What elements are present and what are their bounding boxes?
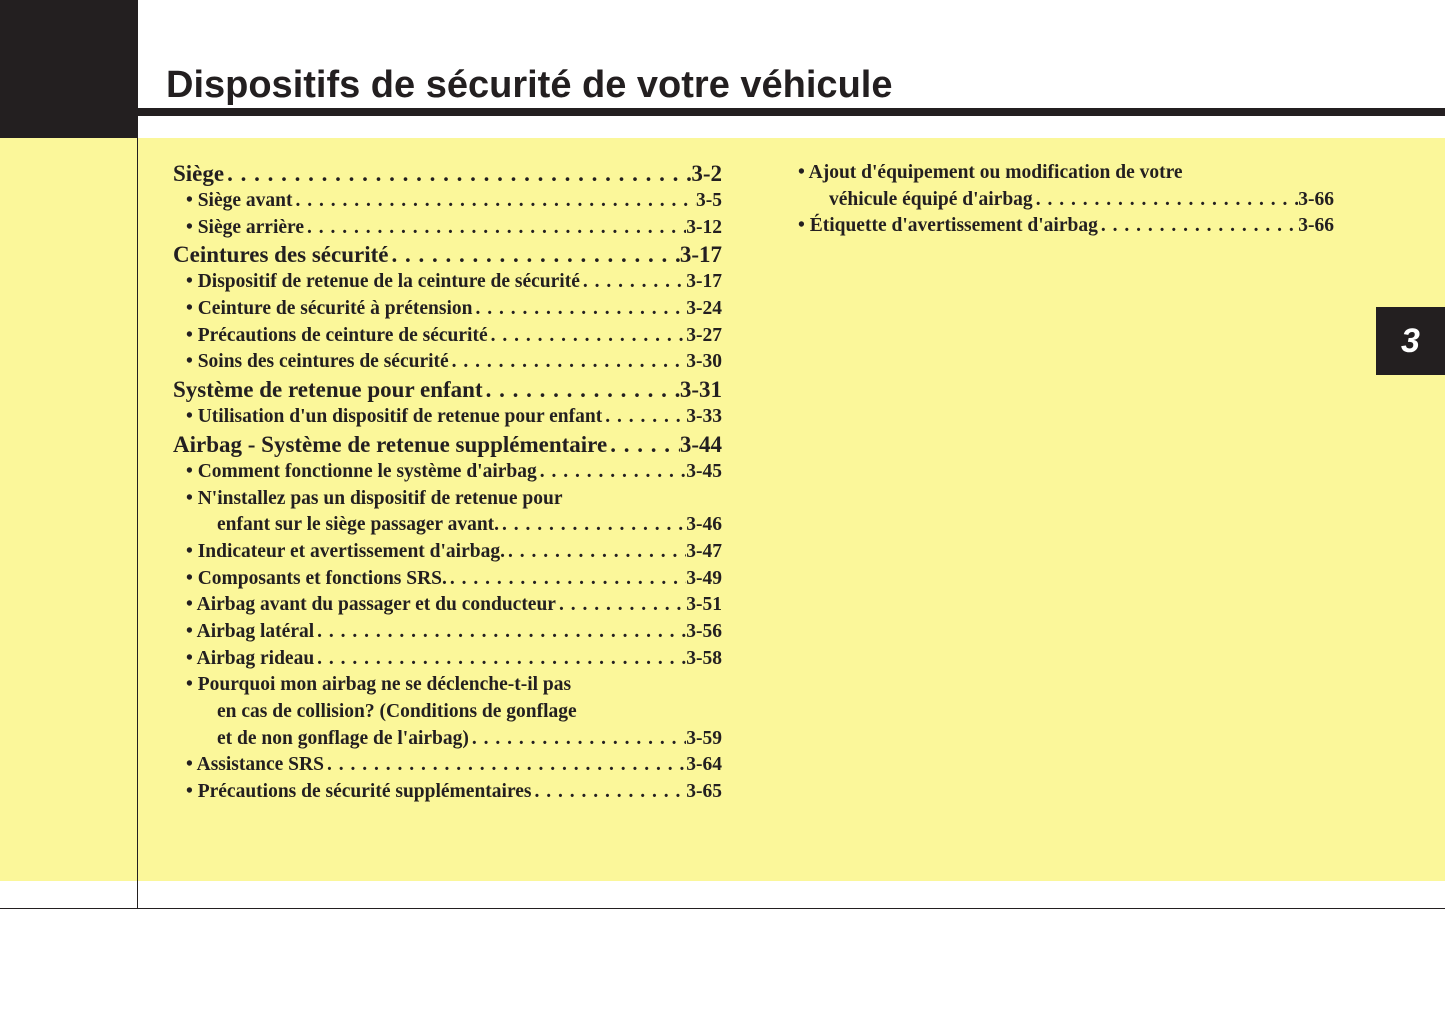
toc-page: 3-24	[686, 298, 722, 320]
toc-page: 3-45	[686, 460, 722, 482]
toc-page: 3-47	[686, 540, 722, 562]
toc-page: 3-59	[686, 727, 722, 749]
toc-label: • Comment fonctionne le système d'airbag	[186, 460, 537, 482]
toc-item-pourquoi-airbag[interactable]	[173, 672, 722, 699]
toc-item-siege-arriere[interactable]	[173, 215, 722, 242]
chapter-tab[interactable]: 3	[1376, 307, 1445, 375]
toc-page: 3-58	[686, 647, 722, 669]
toc-leader	[1033, 187, 1299, 214]
toc-page: 3-49	[686, 567, 722, 589]
toc-page: 3-46	[686, 514, 722, 536]
title-rule	[138, 108, 1445, 116]
toc-leader	[607, 431, 680, 459]
toc-label: • Airbag rideau	[186, 647, 315, 669]
toc-page: 3-12	[686, 216, 722, 238]
toc-item-soins-ceintures[interactable]	[173, 349, 722, 376]
toc-label: • Airbag avant du passager et du conducteur	[186, 594, 556, 616]
toc-label: Système de retenue pour enfant	[173, 377, 483, 403]
toc-label: • Ajout d'équipement ou modification de votre	[798, 162, 1183, 183]
toc-left-column	[173, 160, 722, 806]
toc-label: • Siège avant	[186, 190, 293, 211]
toc-section-siege[interactable]	[173, 160, 722, 188]
toc-label: • Précautions de sécurité supplémentaires	[186, 781, 532, 803]
toc-leader	[324, 752, 686, 779]
bottom-rule	[0, 908, 1445, 909]
toc-page: 3-31	[679, 377, 722, 403]
toc-label: • Airbag latéral	[186, 620, 315, 642]
toc-item-siege-avant[interactable]	[173, 188, 722, 215]
page-title: Dispositifs de sécurité de votre véhicule	[166, 64, 893, 106]
toc-leader	[304, 215, 686, 242]
toc-item-precautions-ceinture[interactable]	[173, 323, 722, 350]
toc-page: 3-17	[679, 242, 722, 268]
toc-item-pourquoi-airbag-cont2[interactable]	[173, 726, 722, 753]
toc-page: 3-66	[1298, 188, 1334, 210]
toc-item-ninstallez-pas[interactable]	[173, 486, 722, 513]
toc-label: • Étiquette d'avertissement d'airbag	[798, 215, 1098, 237]
toc-item-fonctionnement-airbag[interactable]	[173, 459, 722, 486]
toc-section-airbag[interactable]	[173, 431, 722, 459]
toc-section-ceintures[interactable]	[173, 241, 722, 269]
toc-item-airbag-avant[interactable]	[173, 592, 722, 619]
toc-leader	[469, 726, 686, 753]
toc-leader	[532, 779, 687, 806]
toc-page: 3-17	[686, 271, 722, 293]
toc-item-assistance-srs[interactable]	[173, 752, 722, 779]
toc-label: • N'installez pas un dispositif de retenue pour	[186, 487, 563, 509]
toc-label: et de non gonflage de l'airbag)	[217, 727, 469, 749]
toc-leader	[499, 512, 686, 539]
toc-leader	[449, 349, 687, 376]
toc-page: 3-56	[686, 620, 722, 642]
toc-leader	[314, 646, 686, 673]
toc-item-pretension[interactable]	[173, 296, 722, 323]
toc-leader	[505, 539, 686, 566]
toc-item-airbag-rideau[interactable]	[173, 646, 722, 673]
toc-leader	[488, 323, 687, 350]
toc-item-composants-srs[interactable]	[173, 566, 722, 593]
toc-item-ajout-equipement-cont[interactable]	[798, 187, 1334, 214]
toc-page: 3-5	[696, 190, 722, 211]
toc-label: véhicule équipé d'airbag	[829, 188, 1033, 210]
corner-black-tab	[0, 0, 138, 138]
toc-leader	[388, 241, 679, 269]
toc-label: • Indicateur et avertissement d'airbag.	[186, 540, 505, 562]
toc-leader	[472, 296, 686, 323]
toc-item-utilisation-retenue[interactable]	[173, 404, 722, 431]
toc-label: • Précautions de ceinture de sécurité	[186, 324, 488, 346]
toc-leader	[1098, 213, 1298, 240]
toc-label: • Composants et fonctions SRS.	[186, 567, 447, 589]
toc-label: • Pourquoi mon airbag ne se déclenche-t-il pas	[186, 674, 572, 696]
toc-leader	[447, 566, 686, 593]
toc-label: en cas de collision? (Conditions de gonflage	[217, 701, 577, 722]
toc-item-airbag-lateral[interactable]	[173, 619, 722, 646]
toc-label: • Siège arrière	[186, 216, 304, 238]
toc-page: 3-2	[691, 161, 722, 186]
toc-label: • Soins des ceintures de sécurité	[186, 351, 449, 373]
toc-leader	[602, 404, 686, 431]
toc-item-etiquette-airbag[interactable]	[798, 213, 1334, 240]
toc-leader	[483, 376, 680, 404]
toc-item-ninstallez-pas-cont[interactable]	[173, 512, 722, 539]
toc-item-indicateur-airbag[interactable]	[173, 539, 722, 566]
toc-leader	[314, 619, 686, 646]
toc-leader	[580, 269, 686, 296]
toc-page: 3-51	[686, 594, 722, 616]
toc-label: enfant sur le siège passager avant.	[217, 514, 500, 536]
toc-page: 3-27	[686, 324, 722, 346]
toc-leader	[556, 592, 686, 619]
toc-label: Airbag - Système de retenue supplémentaire	[173, 431, 608, 457]
toc-leader	[293, 188, 697, 215]
toc-item-ajout-equipement[interactable]	[798, 160, 1334, 187]
toc-page: 3-30	[686, 351, 722, 373]
toc-item-precautions-supplementaires[interactable]	[173, 779, 722, 806]
toc-label: Ceintures des sécurité	[173, 242, 389, 268]
toc-leader	[224, 160, 691, 188]
toc-label: • Assistance SRS	[186, 754, 324, 776]
left-margin-line	[137, 138, 138, 909]
toc-right-column	[798, 160, 1334, 240]
toc-page: 3-64	[686, 754, 722, 776]
toc-page: 3-65	[686, 781, 722, 803]
toc-item-pourquoi-airbag-cont1[interactable]	[173, 699, 722, 726]
toc-label: • Utilisation d'un dispositif de retenue pour enfant	[186, 406, 603, 428]
toc-section-retenue-enfant[interactable]	[173, 376, 722, 404]
toc-page: 3-33	[686, 406, 722, 428]
toc-label: • Dispositif de retenue de la ceinture de sécurité	[186, 271, 580, 293]
toc-page: 3-44	[679, 431, 722, 457]
toc-leader	[537, 459, 687, 486]
toc-page: 3-66	[1298, 215, 1334, 237]
toc-item-dispositif-retenue[interactable]	[173, 269, 722, 296]
toc-label: Siège	[173, 161, 225, 186]
toc-label: • Ceinture de sécurité à prétension	[186, 298, 473, 320]
